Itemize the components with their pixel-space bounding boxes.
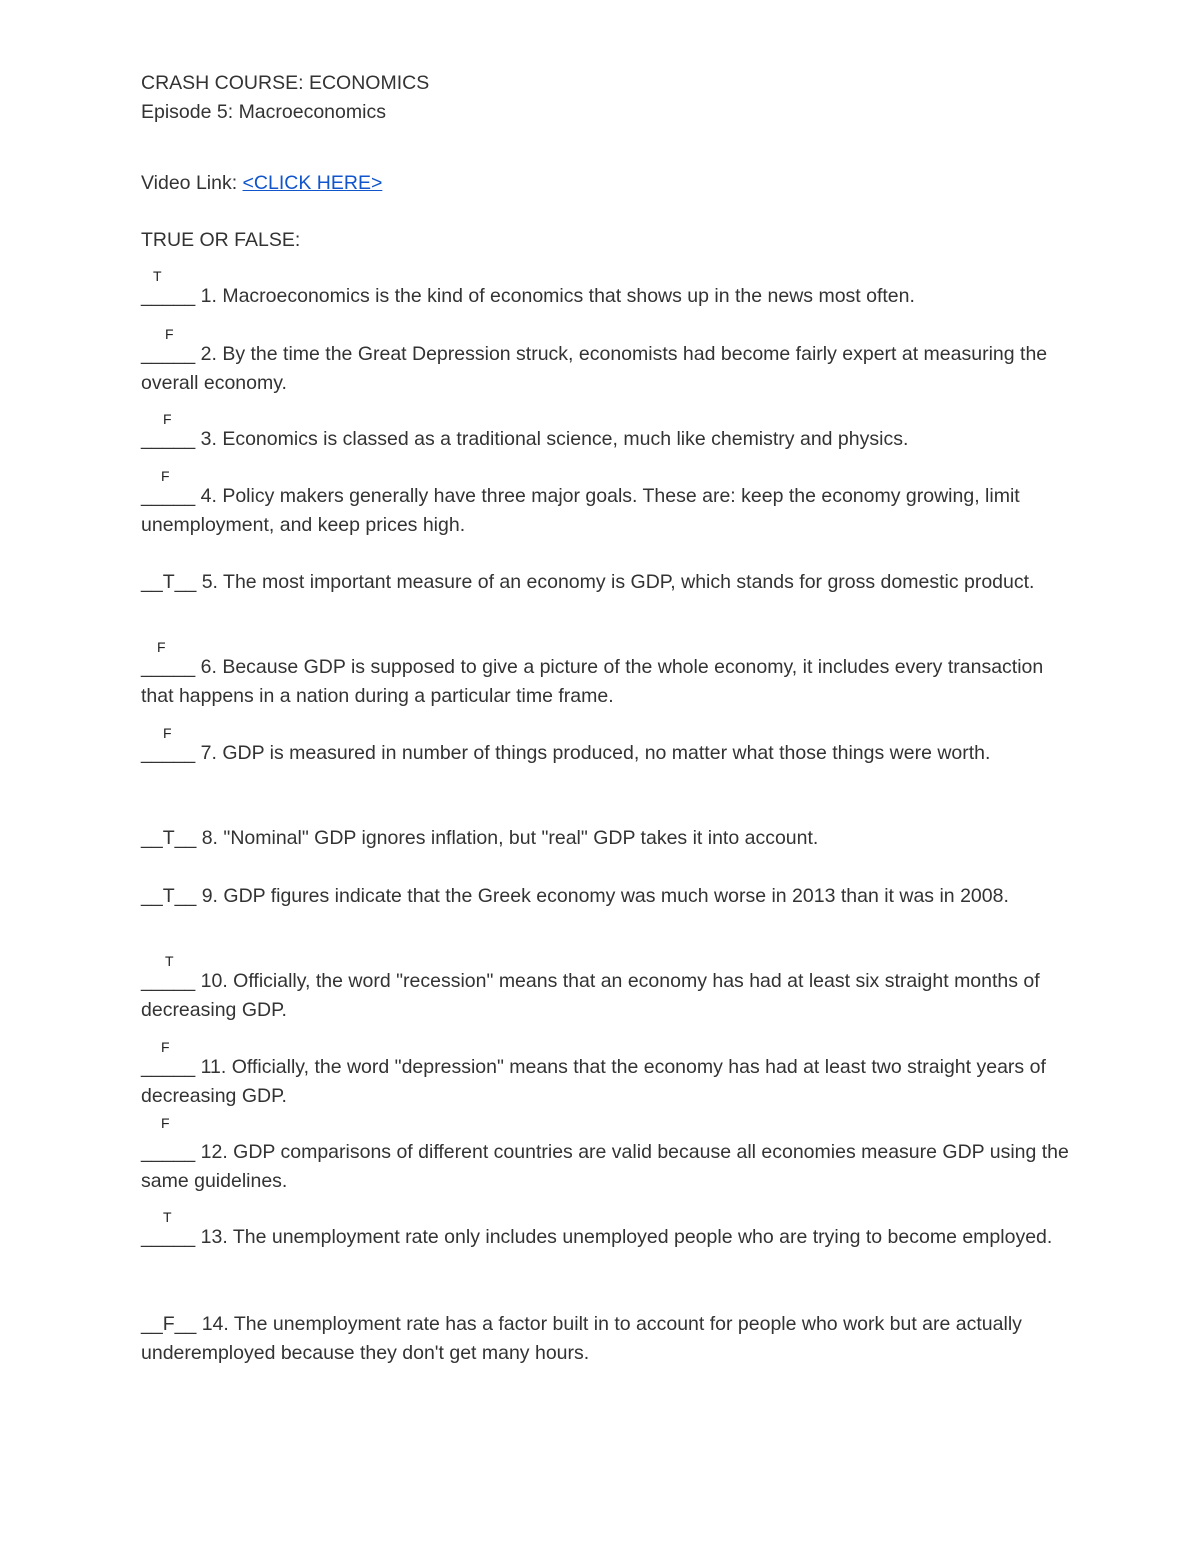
question-text: 14. The unemployment rate has a factor built in to account for people who work but are actually underemployed because they don't get many hours. <box>141 1313 1022 1364</box>
video-link-label: Video Link: <box>141 172 243 194</box>
question-text: 3. Economics is classed as a traditional science, much like chemistry and physics. <box>195 428 909 450</box>
question-text: 9. GDP figures indicate that the Greek economy was much worse in 2013 than it was in 2008. <box>196 885 1009 907</box>
answer-blank[interactable]: _____ F <box>141 725 196 764</box>
answer-mark: T <box>165 953 174 969</box>
question-item <box>141 468 1071 539</box>
answer-blank[interactable]: _____ F <box>141 1039 196 1078</box>
document-title: CRASH COURSE: ECONOMICS <box>141 72 430 94</box>
question-text: 13. The unemployment rate only includes unemployed people who are trying to become employed. <box>195 1226 1053 1248</box>
answer-blank[interactable]: _____ T <box>141 1209 196 1248</box>
answer-mark: F <box>161 1039 170 1055</box>
question-text: 7. GDP is measured in number of things produced, no matter what those things were worth. <box>195 742 991 764</box>
question-item <box>141 1209 1071 1252</box>
question-item <box>141 411 1071 454</box>
answer-mark: F <box>161 468 170 484</box>
question-item <box>141 1310 1071 1367</box>
answer-blank[interactable]: _____ F <box>141 468 196 507</box>
answer-blank[interactable]: _____ F <box>141 411 196 450</box>
answer-mark: T <box>153 268 162 284</box>
answer-mark: F <box>163 411 172 427</box>
question-text: 1. Macroeconomics is the kind of economics that shows up in the news most often. <box>195 285 915 307</box>
answer-blank[interactable]: __T__ <box>141 571 197 593</box>
question-text: 2. By the time the Great Depression struck, economists had become fairly expert at measuring the overall economy. <box>141 343 1048 394</box>
episode-title: Episode 5: Macroeconomics <box>141 101 386 123</box>
section-title: TRUE OR FALSE: <box>141 229 301 251</box>
answer-blank[interactable]: _____ F <box>141 326 196 365</box>
question-item <box>141 568 1071 597</box>
question-text: 8. "Nominal" GDP ignores inflation, but "real" GDP takes it into account. <box>196 827 819 849</box>
answer-mark: F <box>163 725 172 741</box>
answer-mark: F <box>165 326 174 342</box>
answer-mark: F <box>161 1115 170 1131</box>
question-text: 12. GDP comparisons of different countries are valid because all economies measure GDP using the same guidelines. <box>141 1141 1069 1192</box>
answer-mark: F <box>157 639 166 655</box>
question-item <box>141 953 1071 1024</box>
question-text: 4. Policy makers generally have three major goals. These are: keep the economy growing, limit unemployment, and keep prices high. <box>141 485 1020 536</box>
answer-mark: T <box>163 1209 172 1225</box>
question-item <box>141 725 1071 768</box>
question-item <box>141 882 1071 911</box>
question-item <box>141 639 1071 710</box>
question-text: 5. The most important measure of an economy is GDP, which stands for gross domestic product. <box>196 571 1035 593</box>
answer-blank[interactable]: __T__ <box>141 885 197 907</box>
answer-blank[interactable]: _____ F <box>141 639 196 678</box>
question-text: 6. Because GDP is supposed to give a picture of the whole economy, it includes every transaction that happens in a nation during a particular time frame. <box>141 656 1044 707</box>
video-link[interactable]: <CLICK HERE> <box>242 172 383 194</box>
question-text: 10. Officially, the word "recession" means that an economy has had at least six straight months of decreasing GDP. <box>141 970 1040 1021</box>
answer-blank[interactable]: _____ F <box>141 1115 196 1163</box>
question-item <box>141 824 1071 853</box>
question-item <box>141 1115 1071 1195</box>
answer-blank[interactable]: __F__ <box>141 1313 197 1335</box>
answer-blank[interactable]: __T__ <box>141 827 197 849</box>
answer-blank[interactable]: _____ T <box>141 953 196 992</box>
question-item <box>141 1039 1071 1110</box>
question-item <box>141 326 1071 397</box>
answer-blank[interactable]: _____ T <box>141 268 196 307</box>
question-text: 11. Officially, the word "depression" means that the economy has had at least two straight years of decreasing GDP. <box>141 1056 1046 1107</box>
question-item <box>141 268 1071 311</box>
question-list <box>141 0 1071 1553</box>
